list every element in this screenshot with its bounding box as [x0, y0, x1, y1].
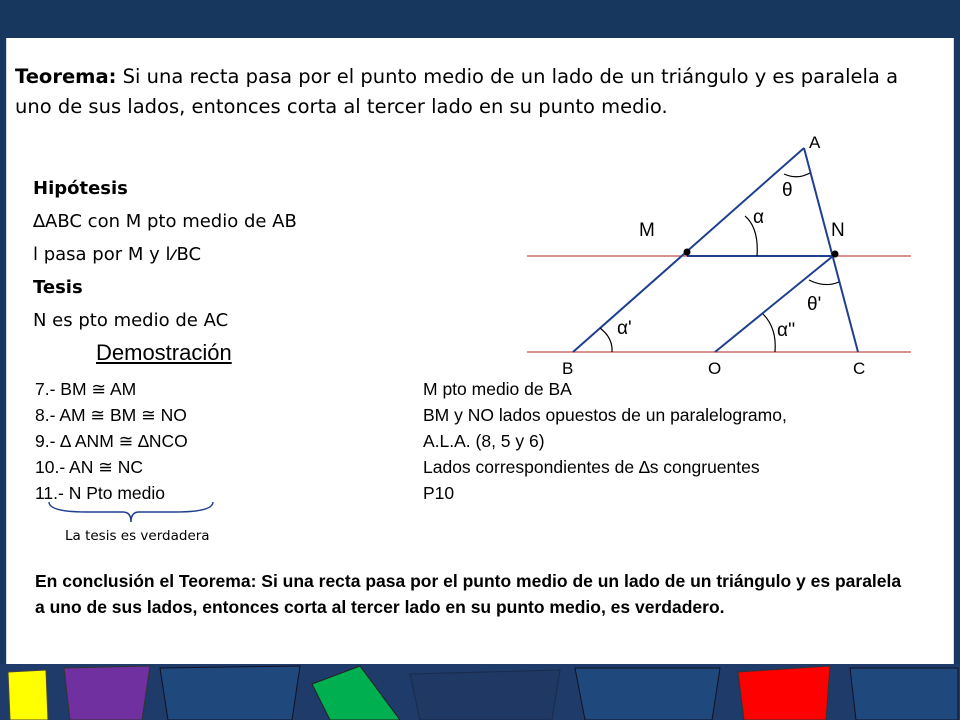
reason-8: BM y NO lados opuestos de un paralelogramo,: [423, 405, 787, 425]
footer-shape-darkblue: [410, 670, 560, 720]
reason-10: Lados correspondientes de ∆s congruentes: [423, 457, 760, 477]
angle-arc-alpha-double: [763, 314, 775, 352]
side-AC: [804, 148, 858, 352]
reason-11: P10: [423, 483, 455, 503]
angle-alpha: α: [753, 207, 764, 228]
triangle-figure: [7, 38, 953, 664]
reason-7: M pto medio de BA: [423, 379, 572, 399]
footer-shape-navy: [575, 668, 720, 720]
reason-9: A.L.A. (8, 5 y 6): [423, 431, 545, 451]
label-B: B: [562, 359, 574, 378]
conclusion-prefix: En conclusión el Teorema:: [35, 571, 262, 591]
label-N: N: [831, 220, 845, 241]
hypothesis-title: Hipótesis: [33, 178, 128, 199]
angle-alpha-prime: α': [617, 318, 632, 339]
slide: [6, 38, 954, 664]
step-11: 11.- N Pto medio: [35, 483, 166, 503]
footer-shape-red: [738, 666, 830, 720]
label-M: M: [639, 220, 655, 241]
step-7: 7.- BM ≅ AM: [35, 379, 137, 399]
theorem-text: Si una recta pasa por el punto medio de un lado de un triángulo y es paralela a uno de sus lados, entonces corta al tercer lado en su punto medio.: [15, 65, 899, 118]
step-8: 8.- AM ≅ BM ≅ NO: [35, 405, 187, 425]
tesis-note: La tesis es verdadera: [65, 528, 210, 544]
angle-arc-theta-prime: [809, 280, 839, 285]
footer-shape-right: [850, 668, 958, 720]
footer-shape-blue: [160, 666, 300, 720]
step-9: 9.- ∆ ANM ≅ ∆NCO: [35, 431, 188, 451]
angle-arc-theta: [784, 173, 810, 177]
hypothesis-line2: l pasa por M y l BC: [33, 244, 202, 265]
footer-decoration: [0, 664, 960, 720]
theorem-label: Teorema:: [15, 65, 117, 88]
point-N: [832, 251, 839, 258]
angle-theta: θ: [782, 180, 793, 201]
demo-title: Demostración: [96, 340, 232, 365]
conclusion-text: Si una recta pasa por el punto medio de un lado de un triángulo y es paralela a uno de sus lados, entonces corta al tercer lado en su punto medio, es verdadero.: [35, 571, 902, 617]
angle-alpha-double: α'': [777, 320, 796, 341]
label-O: O: [708, 359, 722, 378]
triangle-symbol: ∆: [33, 211, 46, 232]
thesis-text: N es pto medio de AC: [33, 310, 229, 331]
point-M: [684, 249, 691, 256]
label-A: A: [809, 133, 821, 152]
angle-theta-prime: θ': [807, 294, 822, 315]
angle-arc-alpha-prime: [600, 328, 612, 352]
thesis-title: Tesis: [33, 277, 83, 298]
footer-shape-purple: [64, 666, 150, 720]
step-10: 10.- AN ≅ NC: [35, 457, 144, 477]
hypothesis-line1: ∆ABC con M pto medio de AB: [33, 211, 297, 232]
footer-shape-yellow: [8, 670, 48, 720]
label-C: C: [853, 359, 866, 378]
